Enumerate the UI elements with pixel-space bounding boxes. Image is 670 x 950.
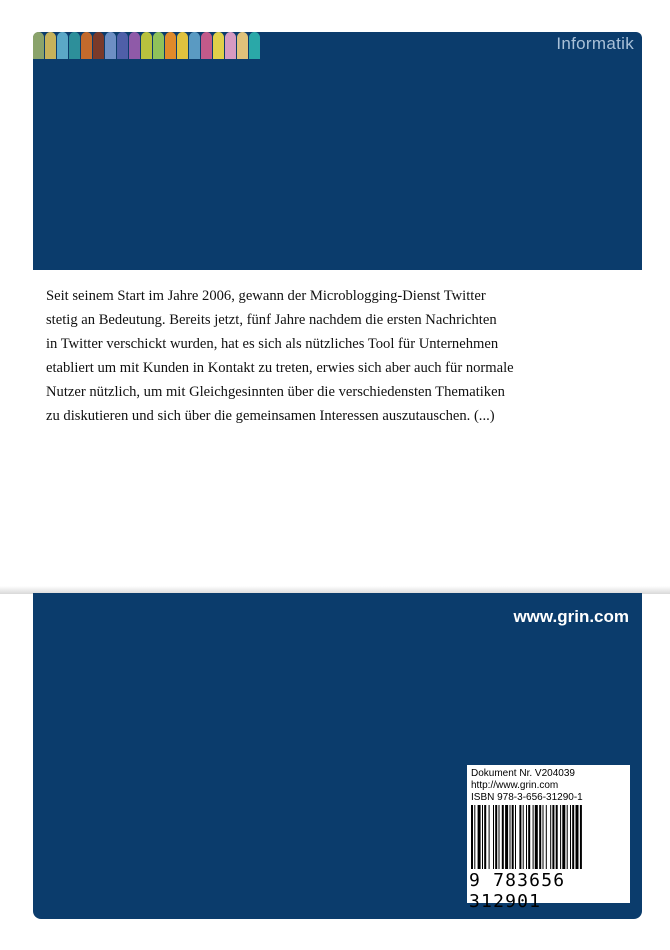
color-strip-segment xyxy=(237,32,248,59)
barcode-bar xyxy=(572,805,574,869)
blurb-line: Seit seinem Start im Jahre 2006, gewann der Microblogging-Dienst Twitter xyxy=(46,288,486,304)
document-url: http://www.grin.com xyxy=(471,780,559,791)
barcode-bar xyxy=(562,805,565,869)
barcode-bar xyxy=(543,805,544,869)
isbn: ISBN 978-3-656-31290-1 xyxy=(471,792,583,803)
barcode-bar xyxy=(523,805,524,869)
color-strip-segment xyxy=(93,32,104,59)
barcode-bar xyxy=(484,805,486,869)
barcode-bar xyxy=(495,805,497,869)
barcode-bar xyxy=(567,805,568,869)
color-strip-segment xyxy=(177,32,188,59)
barcode-bar xyxy=(505,805,508,869)
barcode-bar xyxy=(580,805,582,869)
blurb-line: in Twitter verschickt wurden, hat es sich als nützliches Tool für Unternehmen xyxy=(46,336,499,352)
blurb-line: Nutzer nützlich, um mit Gleichgesinnten über die verschiedensten Thematiken xyxy=(46,384,505,400)
barcode-bar xyxy=(499,805,500,869)
barcode-bar xyxy=(515,805,516,869)
barcode-bar xyxy=(550,805,551,869)
barcode-bar xyxy=(576,805,579,869)
barcode-box xyxy=(467,765,630,912)
color-strip-segment xyxy=(117,32,128,59)
barcode-bar xyxy=(528,805,530,869)
bottom-cover-panel xyxy=(33,593,642,919)
blurb-line: stetig an Bedeutung. Bereits jetzt, fünf Jahre nachdem die ersten Nachrichten xyxy=(46,312,497,328)
color-strip-segment xyxy=(165,32,176,59)
barcode-bar xyxy=(535,805,538,869)
barcode-bar xyxy=(474,805,475,869)
barcode-bar xyxy=(546,805,547,869)
color-strip-segment xyxy=(57,32,68,59)
color-strip-segment xyxy=(249,32,260,59)
color-strip-segment xyxy=(225,32,236,59)
barcode-bar xyxy=(493,805,494,869)
barcode-bar xyxy=(560,805,561,869)
color-strip-segment xyxy=(33,32,44,59)
blurb-line: etabliert um mit Kunden in Kontakt zu treten, erwies sich aber auch für normale xyxy=(46,360,514,376)
barcode-info xyxy=(471,768,583,804)
barcode-bar xyxy=(519,805,521,869)
color-strip-segment xyxy=(153,32,164,59)
barcode-bar xyxy=(526,805,527,869)
barcode-digits: 9 783656 312901 xyxy=(469,870,566,912)
color-strip-segment xyxy=(189,32,200,59)
category-label: Informatik xyxy=(556,34,634,53)
website-label: www.grin.com xyxy=(513,607,629,626)
color-strip-segment xyxy=(105,32,116,59)
color-strip-segment xyxy=(69,32,80,59)
top-cover-panel xyxy=(33,32,642,270)
barcode-bar xyxy=(539,805,541,869)
color-strip xyxy=(33,32,261,59)
document-number: Dokument Nr. V204039 xyxy=(471,768,575,779)
barcode-bar xyxy=(502,805,504,869)
barcode-bar xyxy=(489,805,490,869)
barcode-bar xyxy=(533,805,534,869)
blurb-text xyxy=(46,284,546,428)
barcode-bar xyxy=(556,805,558,869)
barcode-bar xyxy=(482,805,483,869)
barcode-icon xyxy=(471,805,626,869)
color-strip-segment xyxy=(213,32,224,59)
barcode-bar xyxy=(510,805,511,869)
barcode-bar xyxy=(478,805,481,869)
blurb-line: zu diskutieren und sich über die gemeinsamen Interessen auszutauschen. (...) xyxy=(46,408,495,424)
barcode-bar xyxy=(512,805,514,869)
color-strip-segment xyxy=(141,32,152,59)
color-strip-segment xyxy=(201,32,212,59)
barcode-bar xyxy=(471,805,473,869)
barcode-bar xyxy=(552,805,554,869)
color-strip-segment xyxy=(45,32,56,59)
barcode-bar xyxy=(570,805,571,869)
color-strip-segment xyxy=(81,32,92,59)
color-strip-segment xyxy=(129,32,140,59)
